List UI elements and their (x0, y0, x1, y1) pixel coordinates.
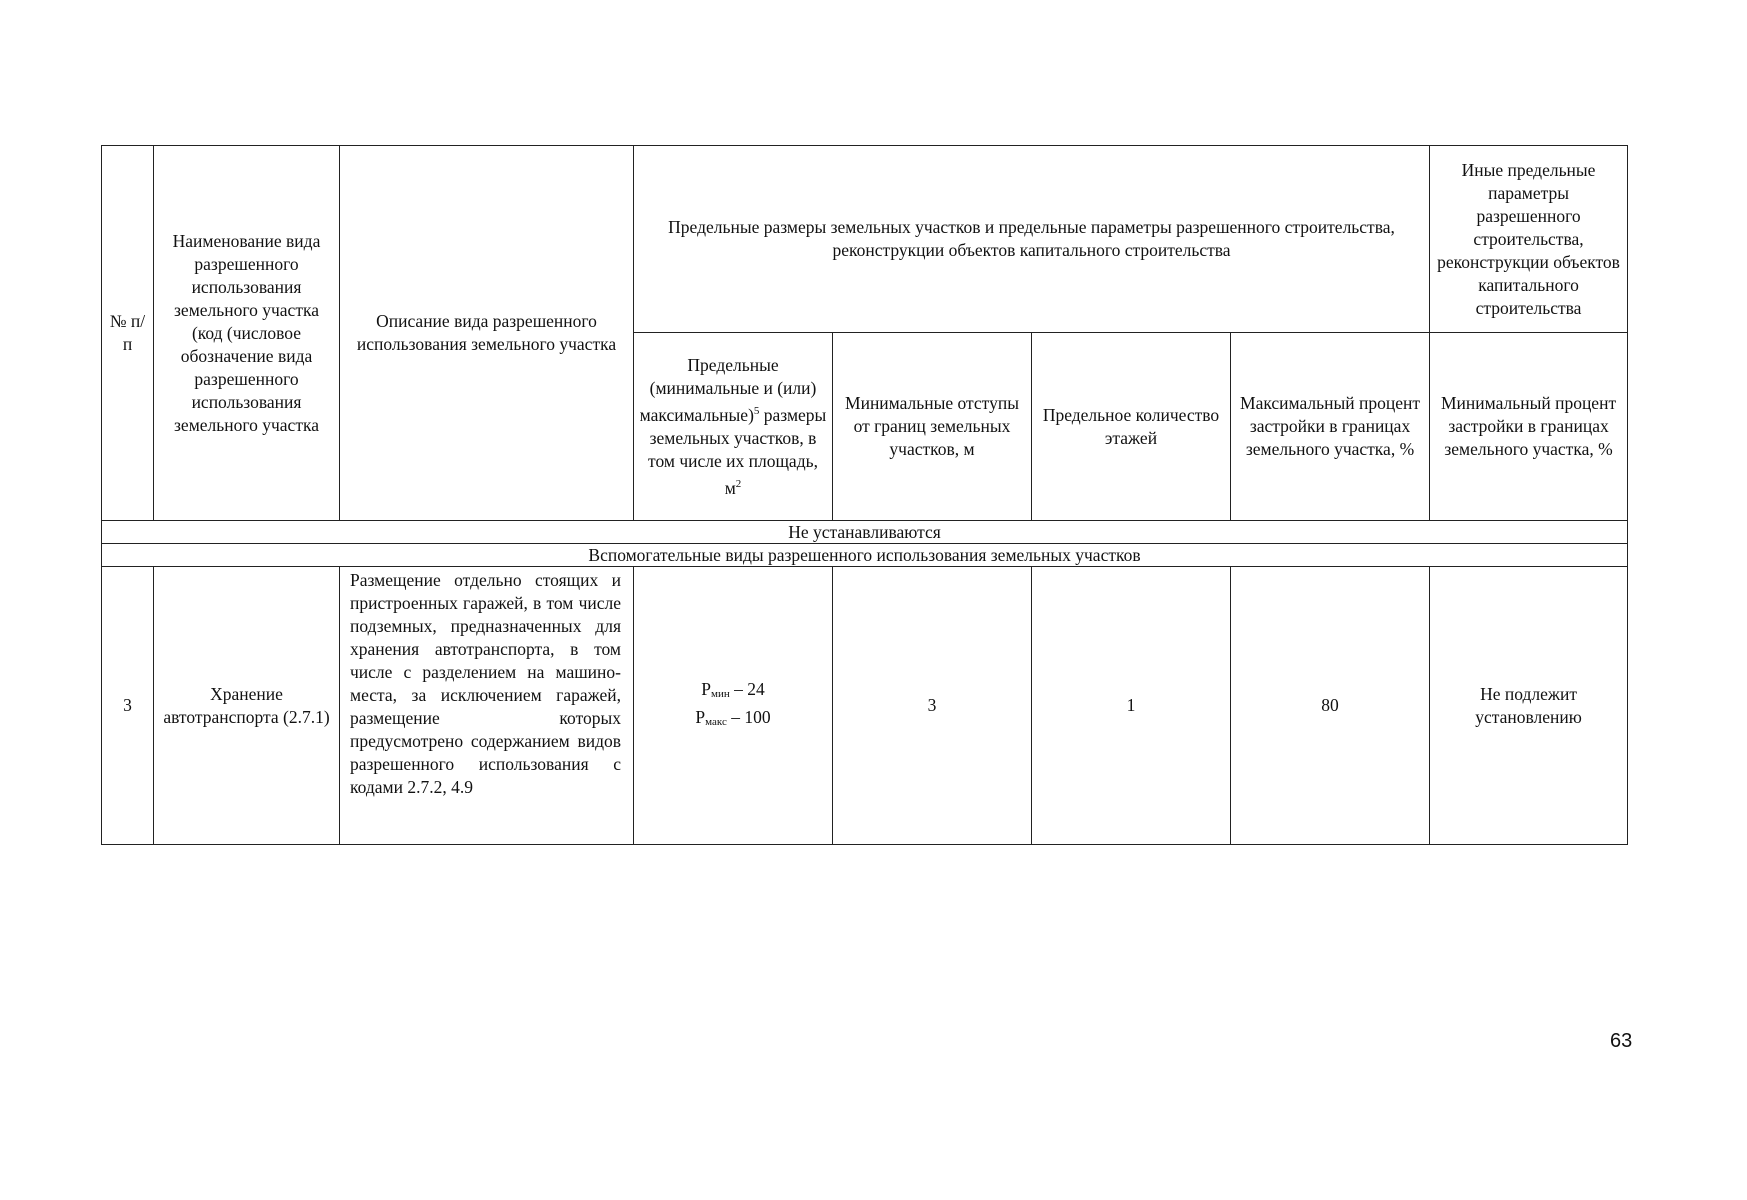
header-use-type-description: Описание вида разрешенного использования земельного участка (340, 146, 634, 521)
area-min-label: Р (701, 678, 711, 699)
header-use-type-name: Наименование вида разрешенного использования земельного участка (код (числовое обозначение вида разрешенного использования земельного участка (154, 146, 340, 521)
table-header-row (102, 146, 1628, 333)
area-max-value: – 100 (731, 706, 771, 727)
header-area-sizes-text: Предельные (минимальные и (или) максимальные) (639, 354, 817, 425)
header-other-parameters-group: Иные предельные параметры разрешенного строительства, реконструкции объектов капитального строительства (1430, 146, 1628, 333)
unit-power: 2 (735, 477, 742, 490)
cell-min-coverage: Не подлежит установлению (1430, 567, 1628, 845)
header-number: № п/п (102, 146, 154, 521)
area-max-label: Р (695, 706, 706, 727)
area-max-line (638, 706, 828, 734)
table-row (102, 567, 1628, 845)
cell-use-type-description: Размещение отдельно стоящих и пристроенных гаражей, в том числе подземных, предназначенных для хранения автотранспорта, в том числе с разделением на машино-места, за исключением гаражей, размещение которых предусмотрено содержанием видов разрешенного использования с кодами 2.7.2, 4.9 (340, 567, 634, 845)
cell-number: 3 (102, 567, 154, 845)
area-min-subscript: мин (711, 687, 730, 700)
auxiliary-section-title: Вспомогательные виды разрешенного использования земельных участков (102, 544, 1628, 567)
header-area-sizes-tail: размеры земельных участков, в том числе их площадь, м (648, 404, 827, 498)
area-min-line (638, 678, 828, 706)
header-min-coverage: Минимальный процент застройки в границах земельного участка, % (1430, 333, 1628, 521)
cell-min-setbacks: 3 (833, 567, 1032, 845)
cell-max-coverage: 80 (1231, 567, 1430, 845)
auxiliary-section-row (102, 544, 1628, 567)
header-max-floors: Предельное количество этажей (1032, 333, 1231, 521)
area-max-subscript: макс (705, 715, 727, 728)
land-use-parameters-table (101, 145, 1628, 845)
not-established-text: Не устанавливаются (102, 521, 1628, 544)
header-min-setbacks: Минимальные отступы от границ земельных участков, м (833, 333, 1032, 521)
header-area-sizes (634, 333, 833, 521)
footnote-marker: 5 (753, 404, 760, 417)
cell-max-floors: 1 (1032, 567, 1231, 845)
not-established-row (102, 521, 1628, 544)
cell-use-type-name: Хранение автотранспорта (2.7.1) (154, 567, 340, 845)
cell-area-sizes (634, 567, 833, 845)
header-max-coverage: Максимальный процент застройки в границах земельного участка, % (1231, 333, 1430, 521)
area-min-value: – 24 (734, 678, 765, 699)
header-limits-group: Предельные размеры земельных участков и предельные параметры разрешенного строительства, реконструкции объектов капитального строительства (634, 146, 1430, 333)
page-number: 63 (1610, 1030, 1633, 1052)
